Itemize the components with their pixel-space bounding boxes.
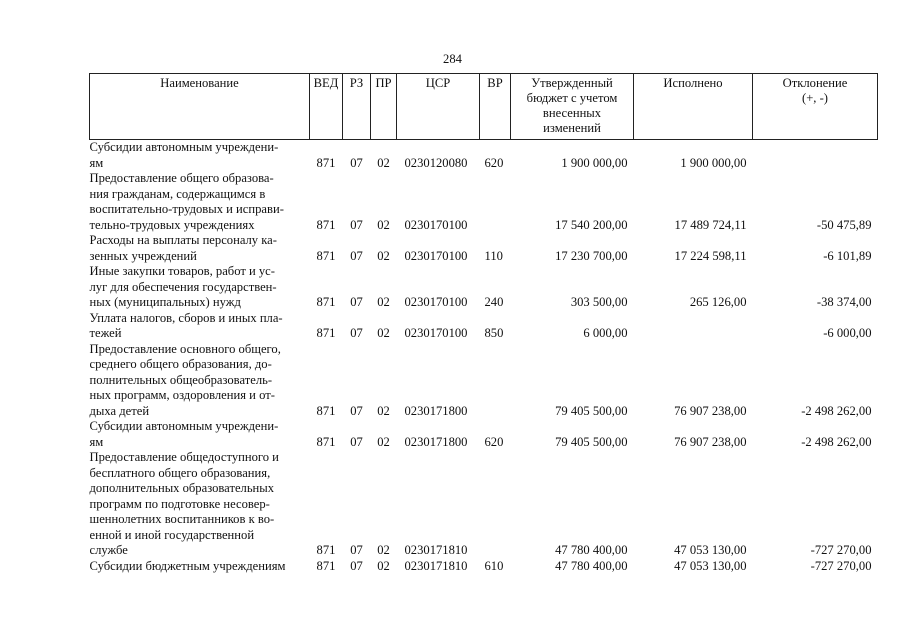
cell-name [90,419,310,450]
cell-csr: 0230171810 [404,543,468,557]
cell-name-line: Предоставление основного общего, [89,341,281,356]
header-ved: ВЕД [310,74,343,140]
header-deviation-line: Отклонение [782,76,848,90]
cell-rz: 07 [350,558,363,573]
cell-csr: 0230170100 [404,248,468,263]
cell-ved: 871 [316,248,336,263]
cell-pr: 02 [377,217,390,232]
cell-vr: 620 [484,434,504,449]
cell-done: 17 224 598,11 [674,248,747,263]
cell-name [90,264,310,311]
cell-pr: 02 [377,558,390,573]
header-deviation-line: (+, -) [802,91,828,105]
cell-name [90,311,310,342]
cell-name-line: ния гражданам, содержащимся в [89,186,266,201]
cell-vr: 850 [484,326,504,340]
table-row [90,559,878,575]
cell-ved: 871 [316,155,336,170]
cell-pr: 02 [377,295,390,309]
cell-rz: 07 [350,217,363,232]
cell-name-line: Субсидии автономным учреждени- [89,140,279,154]
header-plan-line: изменений [543,121,601,135]
cell-name-line: тежей [89,326,122,340]
cell-ved: 871 [316,403,336,418]
cell-csr: 0230170100 [404,217,468,232]
cell-pr: 02 [377,248,390,263]
cell-name-line: среднего общего образования, до- [89,357,272,371]
header-plan-line: Утвержденный [531,76,613,90]
cell-name-line: Расходы на выплаты персоналу ка- [89,233,277,247]
cell-done: 47 053 130,00 [674,558,747,573]
cell-name-line: Предоставление общего образова- [89,171,274,185]
header-done: Исполнено [634,74,753,140]
table-body [90,140,878,575]
cell-ved: 871 [316,543,336,557]
cell-rz: 07 [350,326,363,340]
cell-plan: 17 540 200,00 [555,217,628,232]
cell-done: 76 907 238,00 [674,403,747,418]
header-csr: ЦСР [397,74,480,140]
cell-vr [480,450,511,559]
cell-name-line: зенных учреждений [89,248,197,263]
cell-name [90,342,310,420]
cell-ved: 871 [316,434,336,449]
cell-name-line: ных (муниципальных) нужд [89,295,241,309]
table-header-row [90,74,878,140]
budget-table [89,73,878,574]
cell-name-line: Субсидии бюджетным учреждениям [89,558,286,573]
cell-ved: 871 [316,558,336,573]
table-row [90,171,878,233]
cell-vr: 110 [484,248,503,263]
cell-ved: 871 [316,217,336,232]
cell-plan: 17 230 700,00 [555,248,628,263]
header-rz: РЗ [343,74,371,140]
cell-name-line: ных программ, оздоровления и от- [89,388,275,402]
header-plan-line: внесенных [542,106,602,120]
table-row [90,140,878,172]
header-name: Наименование [90,74,310,140]
cell-name-line: службе [89,543,128,557]
cell-deviation: -727 270,00 [810,558,872,573]
cell-name-line: дополнительных образовательных [89,481,275,495]
cell-name [90,233,310,264]
header-deviation [753,74,878,140]
cell-plan: 79 405 500,00 [555,403,628,418]
cell-csr: 0230171800 [404,403,468,418]
cell-name-line: программ по подготовке несовер- [89,496,270,511]
cell-plan: 303 500,00 [570,295,628,309]
header-pr: ПР [371,74,397,140]
cell-vr: 610 [484,558,504,573]
cell-rz: 07 [350,155,363,170]
cell-name [90,140,310,172]
cell-vr: 620 [484,155,504,170]
cell-deviation: -6 101,89 [823,248,872,263]
cell-deviation: -50 475,89 [816,217,872,232]
cell-pr: 02 [377,543,390,557]
cell-name [90,559,310,575]
cell-rz: 07 [350,403,363,418]
cell-deviation: -2 498 262,00 [801,403,872,418]
table-row [90,342,878,420]
cell-done: 76 907 238,00 [674,434,747,449]
cell-done: 1 900 000,00 [680,155,747,170]
cell-rz: 07 [350,543,363,557]
header-plan-line: бюджет с учетом [526,91,618,105]
table-row [90,264,878,311]
cell-ved: 871 [316,295,336,309]
cell-plan: 47 780 400,00 [555,558,628,573]
cell-name-line: тельно-трудовых учреждениях [89,217,255,232]
cell-deviation [753,140,878,172]
cell-name-line: воспитательно-трудовых и исправи- [89,202,284,216]
cell-done [634,311,753,342]
cell-ved: 871 [316,326,336,340]
cell-vr: 240 [484,295,504,309]
cell-plan: 6 000,00 [583,326,628,340]
cell-name-line: луг для обеспечения государствен- [89,279,277,294]
page-number: 284 [443,52,462,66]
cell-name-line: ям [89,434,104,449]
cell-csr: 0230171800 [404,434,468,449]
cell-name [90,450,310,559]
cell-csr: 0230170100 [404,295,468,309]
cell-plan: 79 405 500,00 [555,434,628,449]
header-vr: ВР [480,74,511,140]
table-row [90,450,878,559]
cell-plan: 47 780 400,00 [555,543,628,557]
cell-pr: 02 [377,434,390,449]
cell-pr: 02 [377,403,390,418]
cell-done: 265 126,00 [689,295,747,309]
cell-deviation: -2 498 262,00 [801,434,872,449]
cell-csr: 0230171810 [404,558,468,573]
cell-rz: 07 [350,434,363,449]
cell-rz: 07 [350,248,363,263]
cell-rz: 07 [350,295,363,309]
cell-vr [480,342,511,420]
cell-deviation: -6 000,00 [823,326,872,340]
table-row [90,419,878,450]
cell-pr: 02 [377,326,390,340]
cell-name-line: бесплатного общего образования, [89,465,271,480]
cell-name-line: Уплата налогов, сборов и иных пла- [89,310,283,325]
cell-name-line: енной и иной государственной [89,527,255,542]
cell-csr: 0230120080 [404,155,468,170]
table-row [90,311,878,342]
cell-name-line: полнительных общеобразователь- [89,372,273,387]
header-plan [511,74,634,140]
cell-vr [480,171,511,233]
table-row [90,233,878,264]
cell-name-line: ям [89,155,104,170]
cell-name-line: Предоставление общедоступного и [89,450,279,464]
cell-name-line: дыха детей [89,403,150,418]
cell-name-line: Иные закупки товаров, работ и ус- [89,264,275,278]
cell-name [90,171,310,233]
cell-name-line: Субсидии автономным учреждени- [89,419,279,433]
cell-done: 17 489 724,11 [674,217,747,232]
cell-plan: 1 900 000,00 [561,155,628,170]
cell-name-line: шеннолетних воспитанников к во- [89,512,275,526]
cell-deviation: -38 374,00 [816,295,872,309]
cell-done: 47 053 130,00 [674,543,747,557]
cell-csr: 0230170100 [404,326,468,340]
cell-pr: 02 [377,155,390,170]
cell-deviation: -727 270,00 [810,543,872,557]
